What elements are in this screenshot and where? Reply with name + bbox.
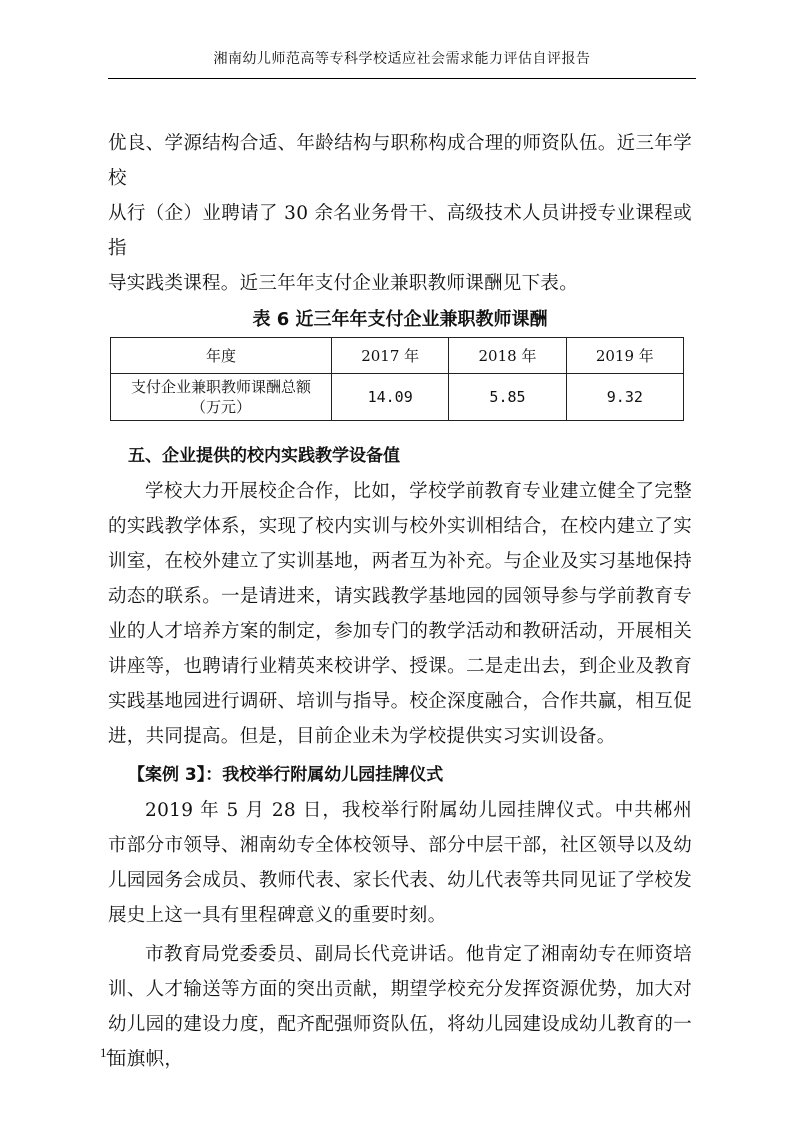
table-row (111, 374, 684, 421)
table-header-row (111, 338, 684, 374)
section-heading: 五、企业提供的校内实践教学设备值 (128, 446, 400, 466)
header-cell-2018: 2018 年 (449, 338, 566, 374)
header-cell-2017: 2017 年 (332, 338, 449, 374)
row-label-cell (111, 374, 332, 421)
header-cell-year: 年度 (111, 338, 332, 374)
case-paragraph-1: 2019 年 5 月 28 日，我校举行附属幼儿园挂牌仪式。中共郴州市部分市领导、湘南幼专全体校领导、部分中层干部，社区领导以及幼儿园园务会成员、教师代表、家长代表、幼儿代表等共同见证了学校发展史上这一具有里程碑意义的重要时刻。 (108, 800, 692, 926)
case-title: 【案例 3】：我校举行附属幼儿园挂牌仪式 (128, 765, 444, 785)
intro-line-2: 从行（企）业聘请了 30 余名业务骨干、高级技术人员讲授专业课程或指 (108, 203, 692, 259)
page-content (108, 126, 692, 1077)
row-label-line-2: （万元） (190, 398, 251, 416)
section-paragraph: 学校大力开展校企合作，比如，学校学前教育专业建立健全了完整的实践教学体系，实现了校内实训与校外实训相结合，在校内建立了实训室，在校外建立了实训基地，两者互为补充。与企业及实习基地保持动态的联系。一是请进来，请实践教学基地园的园领导参与学前教育专业的人才培养方案的制定，参加专门的教学活动和教研活动，开展相关讲座等，也聘请行业精英来校讲学、授课。二是走出去，到企业及教育实践基地园进行调研、培训与指导。校企深度融合，合作共赢，相互促进，共同提高。但是，目前企业未为学校提供实习实训设备。 (108, 481, 692, 747)
intro-line-1: 优良、学源结构合适、年龄结构与职称构成合理的师资队伍。近三年学校 (108, 133, 692, 189)
row-label-line-1: 支付企业兼职教师课酬总额 (130, 378, 311, 396)
intro-line-3: 导实践类课程。近三年年支付企业兼职教师课酬见下表。 (108, 273, 579, 294)
payment-table (110, 337, 684, 421)
case-paragraph-2: 市教育局党委委员、副局长代竞讲话。他肯定了湘南幼专在师资培训、人才输送等方面的突出贡献，期望学校充分发挥资源优势，加大对幼儿园的建设力度，配齐配强师资队伍，将幼儿园建设成幼儿教育的一面旗帜， (108, 944, 692, 1070)
page-header (108, 48, 696, 79)
header-cell-2019: 2019 年 (566, 338, 683, 374)
header-title: 湘南幼儿师范高等专科学校适应社会需求能力评估自评报告 (213, 51, 591, 67)
table-caption: 表 6 近三年年支付企业兼职教师课酬 (252, 309, 548, 330)
page-number: 14 (100, 1045, 113, 1060)
value-cell-2019: 9.32 (566, 374, 683, 421)
value-cell-2017: 14.09 (332, 374, 449, 421)
value-cell-2018: 5.85 (449, 374, 566, 421)
